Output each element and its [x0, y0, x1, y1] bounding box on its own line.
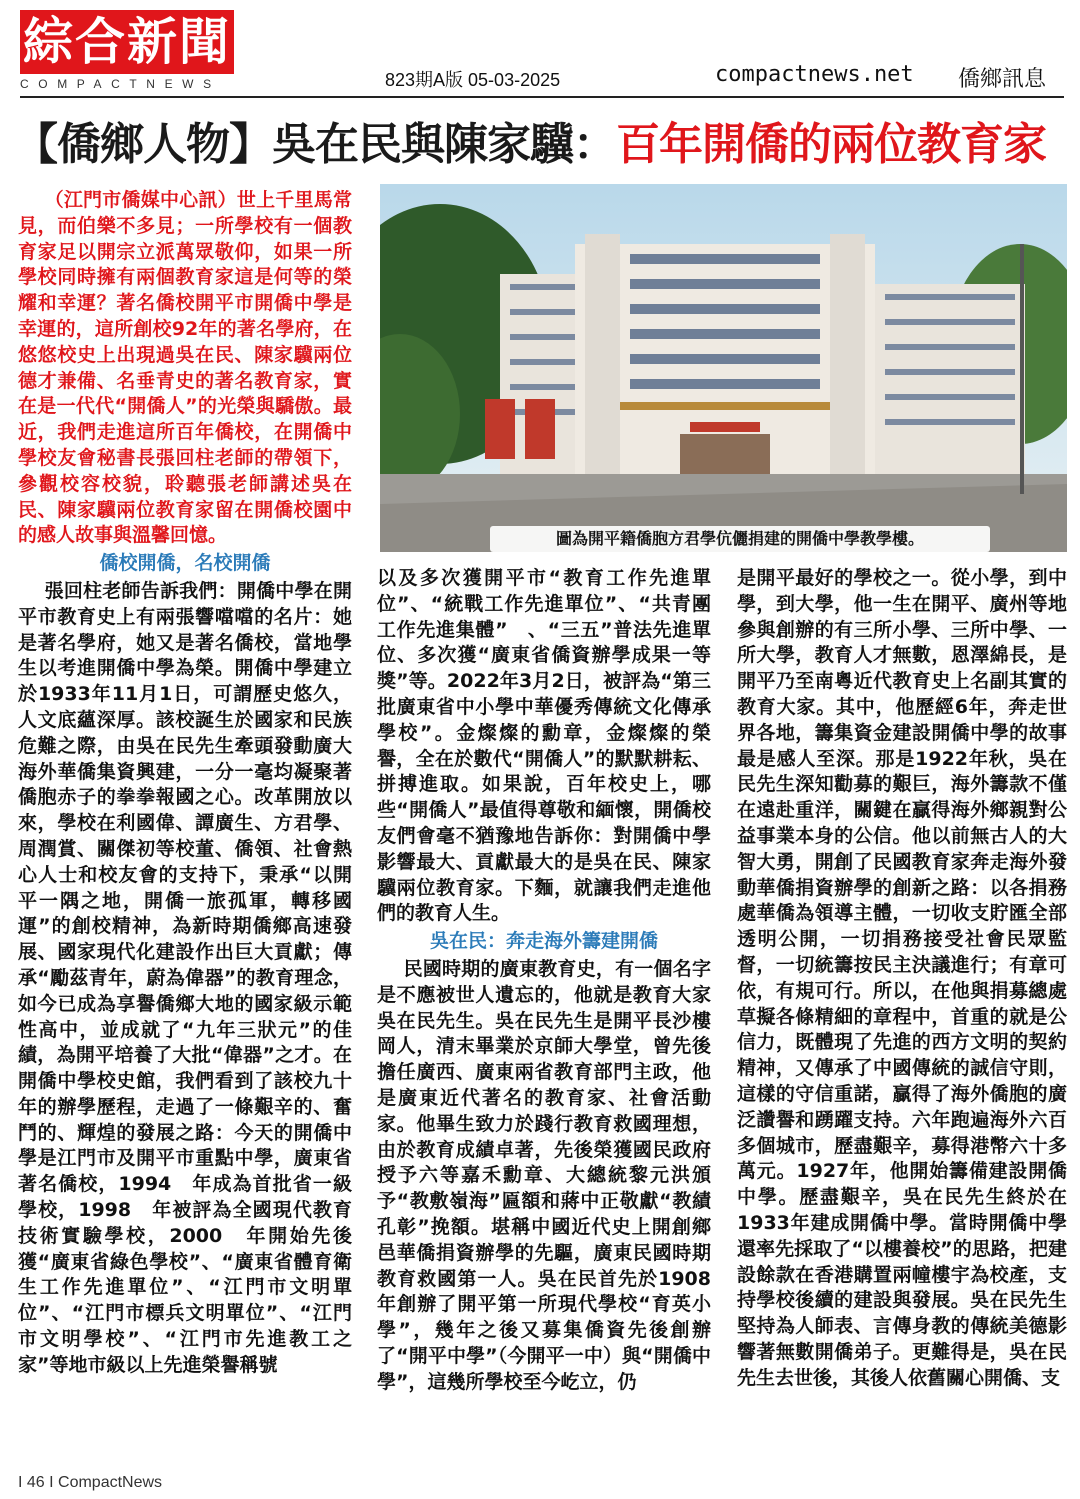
logo-subtitle: COMPACTNEWS — [20, 77, 221, 91]
paragraph-3: 民國時期的廣東教育史，有一個名字是不應被世人遺忘的，他就是教育大家吳在民先生。吳在民先生是開平長沙樓岡人，清末畢業於京師大學堂，曾先後擔任廣西、廣東兩省教育部門主政，他是廣東近代著名的教育家、社會活動家。他畢生致力於踐行教育救國理想，由於教育成績卓著，先後榮獲國民政府授予六等嘉禾勳章、大總統黎元洪頒予“教敷嶺海”匾額和蔣中正敬獻“教績孔彰”挽額。堪稱中國近代史上開創鄉邑華僑捐資辦學的先驅，廣東民國時期教育救國第一人。吳在民首先於1908年創辦了開平第一所現代學校“育英小學”，幾年之後又募集僑資先後創辦了“開平中學”（今開平一中）與“開僑中學”，這幾所學校至今屹立，仍 — [377, 957, 711, 1393]
photo-caption: 圖為開平籍僑胞方君學伉儷捐建的開僑中學教學樓。 — [490, 526, 990, 552]
paragraph-4: 是開平最好的學校之一。從小學，到中學，到大學，他一生在開平、廣州等地參與創辦的有三所小學、三所中學、一所大學，教育人才無數，恩澤綿長，是開平乃至南粵近代教育史上名副其實的教育大家。其中，他歷經6年，奔走世界各地，籌集資金建設開僑中學的故事最是感人至深。那是1922年秋，吳在民先生深知勸募的艱巨，海外籌款不僅在遠赴重洋，關鍵在贏得海外鄉親對公益事業本身的公信。他以前無古人的大智大勇，開創了民國教育家奔走海外發動華僑捐資辦學的創新之路：以各捐務處華僑為領導主體，一切收支貯匯全部透明公開，一切捐務接受社會民眾監督，一切統籌按民主決議進行；有章可依，有規可行。所以，在他與捐募總處草擬各條精細的章程中，首重的就是公信力，既體現了先進的西方文明的契約精神，又傳承了中國傳統的誠信守則，這樣的守信重諾，贏得了海外僑胞的廣泛讚譽和踴躍支持。六年跑遍海外六百多個城市，歷盡艱辛，募得港幣六十多萬元。1927年，他開始籌備建設開僑中學。歷盡艱辛，吳在民先生終於在1933年建成開僑中學。當時開僑中學還率先採取了“以樓養校”的思路，把建設餘款在香港購置兩幢樓宇為校產，支持學校後續的建設與發展。吳在民先生堅持為人師表、言傳身教的傳統美德影響著無數開僑弟子。更難得是，吳在民先生去世後，其後人依舊關心開僑、支 — [737, 567, 1067, 1389]
subhead-school: 僑校開僑，名校開僑 — [99, 552, 271, 575]
subhead-wu: 吳在民：奔走海外籌建開僑 — [429, 930, 658, 953]
headline-part-1: 【僑鄉人物】吳在民與陳家驥： — [14, 119, 616, 170]
article-headline — [14, 110, 1074, 180]
issue-label: 823期A版 05-03-2025 — [385, 70, 561, 90]
article-column-1 — [18, 188, 352, 1379]
article-lead: （江門市僑媒中心訊）世上千里馬常見，而伯樂不多見；一所學校有一個教育家足以開宗立派萬眾敬仰，如果一所學校同時擁有兩個教育家這是何等的榮耀和幸運？著名僑校開平市開僑中學是幸運的，這所創校92年的著名學府，在悠悠校史上出現過吳在民、陳家驥兩位德才兼備、名垂青史的著名教育家，實在是一代代“開僑人”的光榮與驕傲。最近，我們走進這所百年僑校，在開僑中學校友會秘書長張回柱老師的帶領下，參觀校容校貌，聆聽張老師講述吳在民、陳家驥兩位教育家留在開僑校園中的感人故事與溫馨回憶。 — [18, 189, 352, 547]
website-link[interactable]: compactnews.net — [715, 62, 914, 87]
paragraph-1: 張回柱老師告訴我們：開僑中學在開平市教育史上有兩張響噹噹的名片：她是著名學府，她又是著名僑校，當地學生以考進開僑中學為榮。開僑中學建立於1933年11月1日，可謂歷史悠久，人文底蘊深厚。該校誕生於國家和民族危難之際，由吳在民先生牽頭發動廣大海外華僑集資興建，一分一毫均凝聚著僑胞赤子的拳拳報國之心。改革開放以來，學校在利國偉、譚廣生、方君學、周潤賞、關傑初等校董、僑領、社會熱心人士和校友會的支持下，秉承“以開平一隅之地，開僑一旅孤軍，轉移國運”的創校精神，為新時期僑鄉高速發展、國家現代化建設作出巨大貢獻；傳承“勵茲青年，蔚為偉器”的教育理念，如今已成為享譽僑鄉大地的國家級示範性高中，並成就了“九年三狀元”的佳績，為開平培養了大批“偉器”之才。在開僑中學校史館，我們看到了該校九十年的辦學歷程，走過了一條艱辛的、奮鬥的、輝煌的發展之路：今天的開僑中學是江門市及開平市重點中學，廣東省著名僑校，1994 年成為首批省一級學校，1998 年被評為全國現代教育技術實驗學校，2000 年開始先後獲“廣東省綠色學校”、“廣東省體育衛生工作先進單位”、“江門市文明單位”、“江門市標兵文明單位”、“江門市文明學校”、“江門市先進教工之家”等地市級以上先進榮譽稱號 — [18, 579, 352, 1376]
school-building-photo — [380, 184, 1067, 552]
headline-part-2: 百年開僑的兩位教育家 — [616, 119, 1046, 170]
masthead-logo — [20, 10, 234, 74]
article-column-3 — [737, 566, 1067, 1392]
paragraph-2: 以及多次獲開平市“教育工作先進單位”、“統戰工作先進單位”、“共青團工作先進集體” 、“三五”普法先進單位、多次獲“廣東省僑資辦學成果一等獎”等。2022年3月2日，被評為“第三批廣東省中小學中華優秀傳統文化傳承學校”。金燦燦的勳章，金燦燦的榮譽，全在於數代“開僑人”的默默耕耘、拼搏進取。如果說，百年校史上，哪些“開僑人”最值得尊敬和緬懷，開僑校友們會毫不猶豫地告訴你：對開僑中學影響最大、貢獻最大的是吳在民、陳家驥兩位教育家。下麵，就讓我們走進他們的教育人生。 — [377, 567, 711, 925]
logo-text: 綜合新聞 — [23, 13, 231, 71]
page-footer: I 46 I CompactNews — [18, 1474, 163, 1491]
section-label: 僑鄉訊息 — [958, 67, 1047, 92]
masthead-divider — [20, 96, 1064, 98]
article-column-2 — [377, 566, 711, 1396]
building-illustration — [380, 184, 1067, 552]
